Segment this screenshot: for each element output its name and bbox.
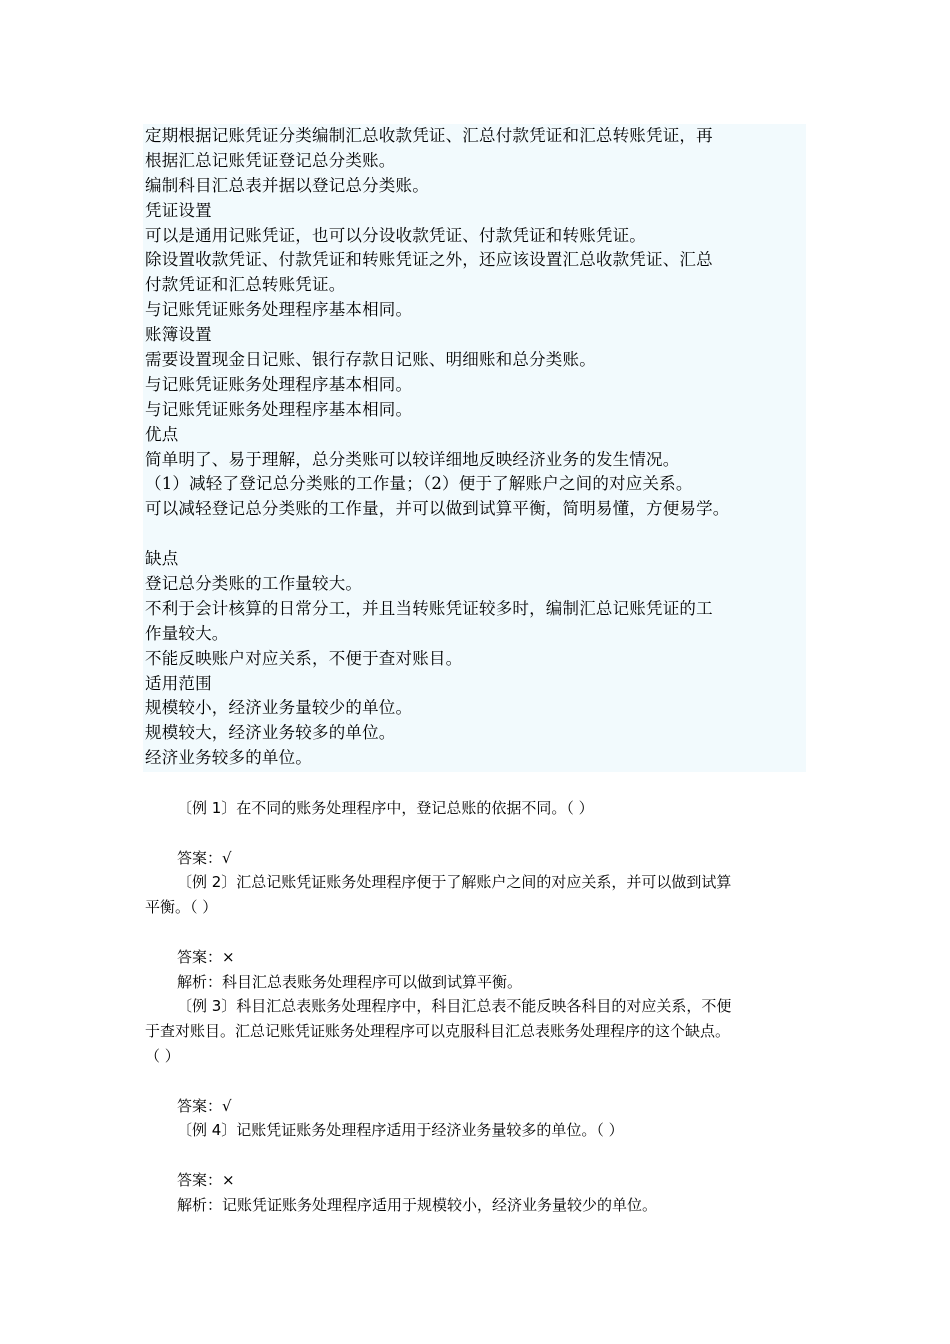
text-line: 作量较大。 (145, 623, 229, 643)
text-line: 不利于会计核算的日常分工，并且当转账凭证较多时，编制汇总记账凭证的工 (145, 598, 713, 618)
text-line: 编制科目汇总表并据以登记总分类账。 (145, 175, 429, 195)
text-line: 可以减轻登记总分类账的工作量，并可以做到试算平衡，简明易懂，方便易学。 (145, 499, 730, 519)
example-2-question: 〔例 2〕汇总记账凭证账务处理程序便于了解账户之间的对应关系，并可以做到试算 (177, 873, 732, 892)
section-heading-scope: 适用范围 (145, 673, 212, 693)
example-1-question: 〔例 1〕在不同的账务处理程序中，登记总账的依据不同。（ ） (177, 799, 594, 817)
text-line: 与记账凭证账务处理程序基本相同。 (145, 374, 413, 394)
section-heading-ledger-setup: 账簿设置 (145, 325, 212, 345)
text-line: 规模较大，经济业务较多的单位。 (145, 723, 396, 743)
text-line: 登记总分类账的工作量较大。 (145, 574, 363, 594)
example-3-question-blank: （ ） (145, 1046, 180, 1065)
example-4-question: 〔例 4〕记账凭证账务处理程序适用于经济业务量较多的单位。（ ） (177, 1121, 624, 1140)
example-2-question-cont: 平衡。（ ） (145, 898, 218, 917)
text-line: （1）减轻了登记总分类账的工作量；（2）便于了解账户之间的对应关系。 (145, 474, 693, 494)
blank-line (145, 821, 810, 846)
example-4-analysis: 解析：记账凭证账务处理程序适用于规模较小，经济业务量较少的单位。 (177, 1195, 658, 1214)
example-2-analysis: 解析：科目汇总表账务处理程序可以做到试算平衡。 (177, 972, 523, 991)
blank-line (143, 522, 806, 547)
example-3-question-cont: 于查对账目。汇总记账凭证账务处理程序可以克服科目汇总表账务处理程序的这个缺点。 (145, 1022, 731, 1041)
example-3-question: 〔例 3〕科目汇总表账务处理程序中，科目汇总表不能反映各科目的对应关系，不便 (177, 997, 732, 1016)
example-4-answer: 答案：× (177, 1170, 235, 1189)
text-line: 与记账凭证账务处理程序基本相同。 (145, 399, 413, 419)
section-heading-disadvantages: 缺点 (145, 549, 179, 569)
text-line: 可以是通用记账凭证，也可以分设收款凭证、付款凭证和转账凭证。 (145, 225, 646, 245)
blank-line (145, 1143, 810, 1168)
blank-line (145, 920, 810, 945)
section-heading-advantages: 优点 (145, 424, 179, 444)
comparison-text-block (143, 124, 806, 772)
text-line: 定期根据记账凭证分类编制汇总收款凭证、汇总付款凭证和汇总转账凭证，再 (145, 126, 713, 145)
example-3-answer: 答案：√ (177, 1096, 232, 1115)
text-line: 需要设置现金日记账、银行存款日记账、明细账和总分类账。 (145, 350, 596, 370)
text-line: 规模较小，经济业务量较少的单位。 (145, 698, 413, 718)
text-line: 简单明了、易于理解，总分类账可以较详细地反映经济业务的发生情况。 (145, 449, 680, 469)
text-line: 根据汇总记账凭证登记总分类账。 (145, 150, 396, 170)
example-2-answer: 答案：× (177, 947, 235, 966)
text-line: 经济业务较多的单位。 (145, 748, 312, 768)
exercise-section (145, 796, 810, 1218)
blank-line (145, 1069, 810, 1094)
text-line: 除设置收款凭证、付款凭证和转账凭证之外，还应该设置汇总收款凭证、汇总 (145, 250, 713, 270)
text-line: 与记账凭证账务处理程序基本相同。 (145, 300, 413, 320)
text-line: 付款凭证和汇总转账凭证。 (145, 275, 346, 295)
text-line: 不能反映账户对应关系，不便于查对账目。 (145, 648, 463, 668)
section-heading-voucher-setup: 凭证设置 (145, 200, 212, 220)
example-1-answer: 答案：√ (177, 848, 232, 867)
